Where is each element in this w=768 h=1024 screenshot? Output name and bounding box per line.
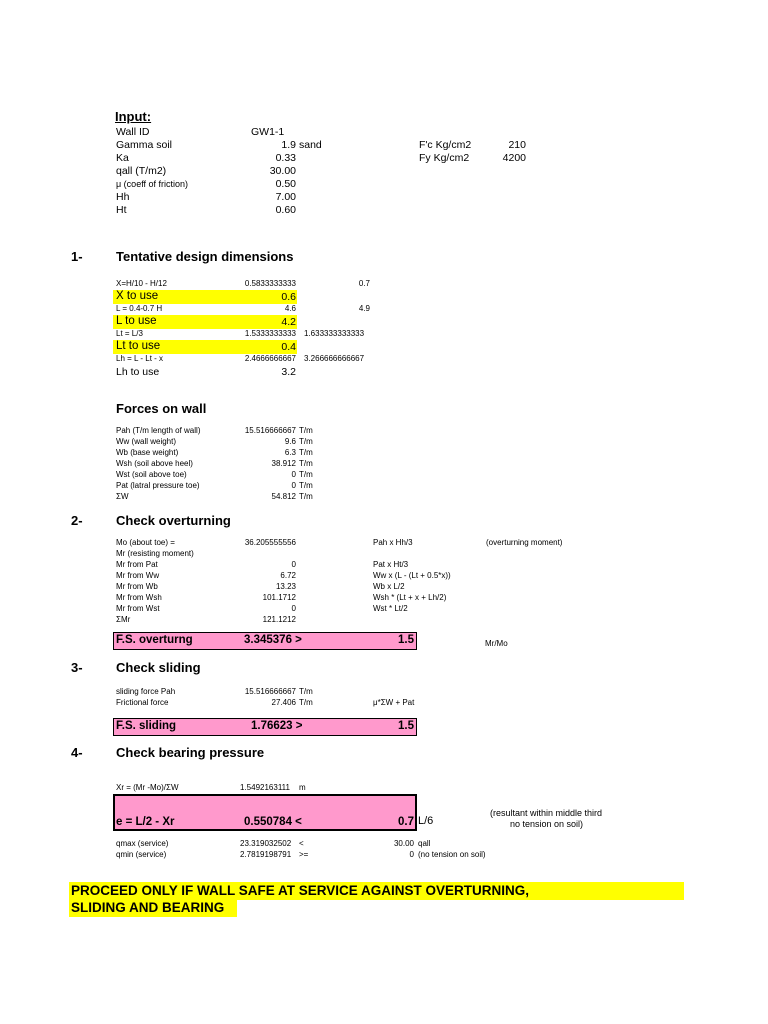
s1-label-x-to-use: X to use <box>116 290 159 302</box>
force-value-ww: 9.6 <box>284 437 296 446</box>
section-2-title: Check overturning <box>116 513 231 528</box>
s1-label-lt: Lt = L/3 <box>116 329 143 338</box>
input-label-wall-id: Wall ID <box>116 126 150 138</box>
s3-friction-formula: μ*ΣW + Pat <box>373 698 415 707</box>
s2-mo-formula: Pah x Hh/3 <box>373 538 413 547</box>
force-unit-pah: T/m <box>299 426 313 435</box>
s3-sliding-value: 15.516666667 <box>244 687 296 696</box>
s2-row-wsh-label: Mr from Wsh <box>116 593 162 602</box>
s1-value-lh-to-use: 3.2 <box>281 366 296 378</box>
s2-row-wst-value: 0 <box>291 604 296 613</box>
s1-value-l1: 4.6 <box>284 304 296 313</box>
s2-row-pat-label: Mr from Pat <box>116 560 158 569</box>
input-label-qall: qall (T/m2) <box>116 165 167 177</box>
s1-label-x-range: X=H/10 - H/12 <box>116 279 167 288</box>
s2-mo-note: (overturning moment) <box>486 538 563 547</box>
force-value-pat: 0 <box>291 481 296 490</box>
s1-value-lh2: 3.266666666667 <box>304 354 365 363</box>
qmin-limit: 0 <box>409 850 414 859</box>
s4-note-line2: no tension on soil) <box>510 819 584 829</box>
qmin-label: qmin (service) <box>116 850 167 859</box>
qmax-value: 23.319032502 <box>240 839 292 848</box>
input-label-ka: Ka <box>116 152 129 164</box>
s2-row-pat-value: 0 <box>291 560 296 569</box>
fs-overturning-note: Mr/Mo <box>485 639 508 648</box>
s1-value-l2: 4.9 <box>358 304 370 313</box>
s2-row-ww-value: 6.72 <box>280 571 296 580</box>
forces-title: Forces on wall <box>116 401 207 416</box>
input-extra-gamma: sand <box>299 139 322 151</box>
qmin-note: (no tension on soil) <box>418 850 486 859</box>
force-label-ww: Ww (wall weight) <box>116 437 177 446</box>
s2-mo-label: Mo (about toe) = <box>116 538 175 547</box>
fs-overturning-limit: 1.5 <box>398 634 414 646</box>
force-unit-wst: T/m <box>299 470 313 479</box>
force-value-wb: 6.3 <box>284 448 296 457</box>
section-4-number: 4- <box>71 745 83 760</box>
s3-sliding-label: sliding force Pah <box>116 687 176 696</box>
section-4-title: Check bearing pressure <box>116 745 265 760</box>
force-unit-ww: T/m <box>299 437 313 446</box>
s1-value-lt2: 1.633333333333 <box>304 329 365 338</box>
s2-row-wb-formula: Wb x L/2 <box>373 582 405 591</box>
s1-label-l-range: L = 0.4-0.7 H <box>116 304 163 313</box>
s2-row-wb-value: 13.23 <box>275 582 296 591</box>
section-1-number: 1- <box>71 249 83 264</box>
s2-row-pat-formula: Pat x Ht/3 <box>373 560 409 569</box>
warning-banner-line1: PROCEED ONLY IF WALL SAFE AT SERVICE AGAINST OVERTURNING, <box>71 883 530 898</box>
qmin-op: >= <box>299 850 309 859</box>
fy-value: 4200 <box>502 152 526 164</box>
s1-label-lh-to-use: Lh to use <box>116 366 160 378</box>
s3-sliding-unit: T/m <box>299 687 313 696</box>
input-value-wall-id: GW1-1 <box>251 126 285 138</box>
s1-value-x-to-use: 0.6 <box>281 291 296 303</box>
input-heading: Input: <box>115 109 152 124</box>
fc-label: F'c Kg/cm2 <box>419 139 472 151</box>
s2-row-wst-label: Mr from Wst <box>116 604 160 613</box>
fs-sliding-limit: 1.5 <box>398 720 414 732</box>
e-limit: 0.7 <box>398 816 414 828</box>
s1-value-lh1: 2.4666666667 <box>244 354 296 363</box>
s2-row-wsh-value: 101.1712 <box>262 593 296 602</box>
s4-xr-label: Xr = (Mr -Mo)/ΣW <box>116 783 179 792</box>
section-1-title: Tentative design dimensions <box>116 249 294 264</box>
qmax-limit: 30.00 <box>393 839 414 848</box>
s2-row-wst-formula: Wst * Lt/2 <box>373 604 408 613</box>
s2-row-ww-formula: Ww x (L - (Lt + 0.5*x)) <box>373 571 451 580</box>
e-label: e = L/2 - Xr <box>116 816 175 828</box>
qmax-unit: qall <box>418 839 431 848</box>
s1-label-lt-to-use: Lt to use <box>116 340 161 352</box>
input-label-hh: Hh <box>116 191 130 203</box>
s1-value-lt1: 1.5333333333 <box>244 329 296 338</box>
s1-label-lh: Lh = L - Lt - x <box>116 354 164 363</box>
input-value-hh: 7.00 <box>275 191 296 203</box>
s2-row-sum-value: 121.1212 <box>262 615 296 624</box>
force-label-wb: Wb (base weight) <box>116 448 179 457</box>
force-value-wst: 0 <box>291 470 296 479</box>
section-3-number: 3- <box>71 660 83 675</box>
force-unit-pat: T/m <box>299 481 313 490</box>
input-value-ka: 0.33 <box>275 152 296 164</box>
force-unit-wb: T/m <box>299 448 313 457</box>
s3-friction-value: 27.406 <box>271 698 296 707</box>
fy-label: Fy Kg/cm2 <box>419 152 470 164</box>
force-unit-wsh: T/m <box>299 459 313 468</box>
section-3-title: Check sliding <box>116 660 201 675</box>
force-value-sum-w: 54.812 <box>271 492 296 501</box>
s1-value-x2: 0.7 <box>358 279 370 288</box>
s2-row-ww-label: Mr from Ww <box>116 571 160 580</box>
s4-note-line1: (resultant within middle third <box>490 808 603 818</box>
input-label-gamma: Gamma soil <box>116 139 173 151</box>
qmax-op: < <box>299 839 304 848</box>
s3-friction-unit: T/m <box>299 698 313 707</box>
input-value-qall: 30.00 <box>269 165 296 177</box>
section-2-number: 2- <box>71 513 83 528</box>
s3-friction-label: Frictional force <box>116 698 169 707</box>
force-label-wst: Wst (soil above toe) <box>116 470 187 479</box>
fs-sliding-value: 1.76623 > <box>251 720 303 732</box>
input-value-ht: 0.60 <box>275 204 296 216</box>
force-label-wsh: Wsh (soil above heel) <box>116 459 193 468</box>
fs-sliding-label: F.S. sliding <box>116 720 177 732</box>
input-label-mu: μ (coeff of friction) <box>116 179 189 189</box>
s2-row-wb-label: Mr from Wb <box>116 582 158 591</box>
s4-xr-unit: m <box>299 783 306 792</box>
e-value: 0.550784 < <box>244 816 302 828</box>
fc-value: 210 <box>508 139 526 151</box>
s1-value-lt-to-use: 0.4 <box>281 341 296 353</box>
fs-overturning-label: F.S. overturng <box>116 634 193 646</box>
qmax-label: qmax (service) <box>116 839 169 848</box>
warning-banner-line2: SLIDING AND BEARING <box>71 900 225 915</box>
force-label-sum-w: ΣW <box>116 492 129 501</box>
force-value-pah: 15.516666667 <box>244 426 296 435</box>
input-value-gamma: 1.9 <box>281 139 296 151</box>
force-label-pat: Pat (latral pressure toe) <box>116 481 200 490</box>
force-label-pah: Pah (T/m length of wall) <box>116 426 201 435</box>
s2-mo-value: 36.205555556 <box>244 538 296 547</box>
force-value-wsh: 38.912 <box>271 459 296 468</box>
s2-mr-label: Mr (resisting moment) <box>116 549 194 558</box>
s1-label-l-to-use: L to use <box>116 315 157 327</box>
input-value-mu: 0.50 <box>275 178 296 190</box>
fs-overturning-value: 3.345376 > <box>244 634 302 646</box>
s4-xr-value: 1.5492163111 <box>240 783 290 792</box>
e-unit: L/6 <box>418 815 434 827</box>
s2-row-sum-label: ΣMr <box>116 615 131 624</box>
s1-value-x1: 0.5833333333 <box>244 279 296 288</box>
s2-row-wsh-formula: Wsh * (Lt + x + Lh/2) <box>373 593 447 602</box>
s1-value-l-to-use: 4.2 <box>281 316 296 328</box>
force-unit-sum-w: T/m <box>299 492 313 501</box>
qmin-value: 2.7819198791 <box>240 850 292 859</box>
input-label-ht: Ht <box>116 204 127 216</box>
